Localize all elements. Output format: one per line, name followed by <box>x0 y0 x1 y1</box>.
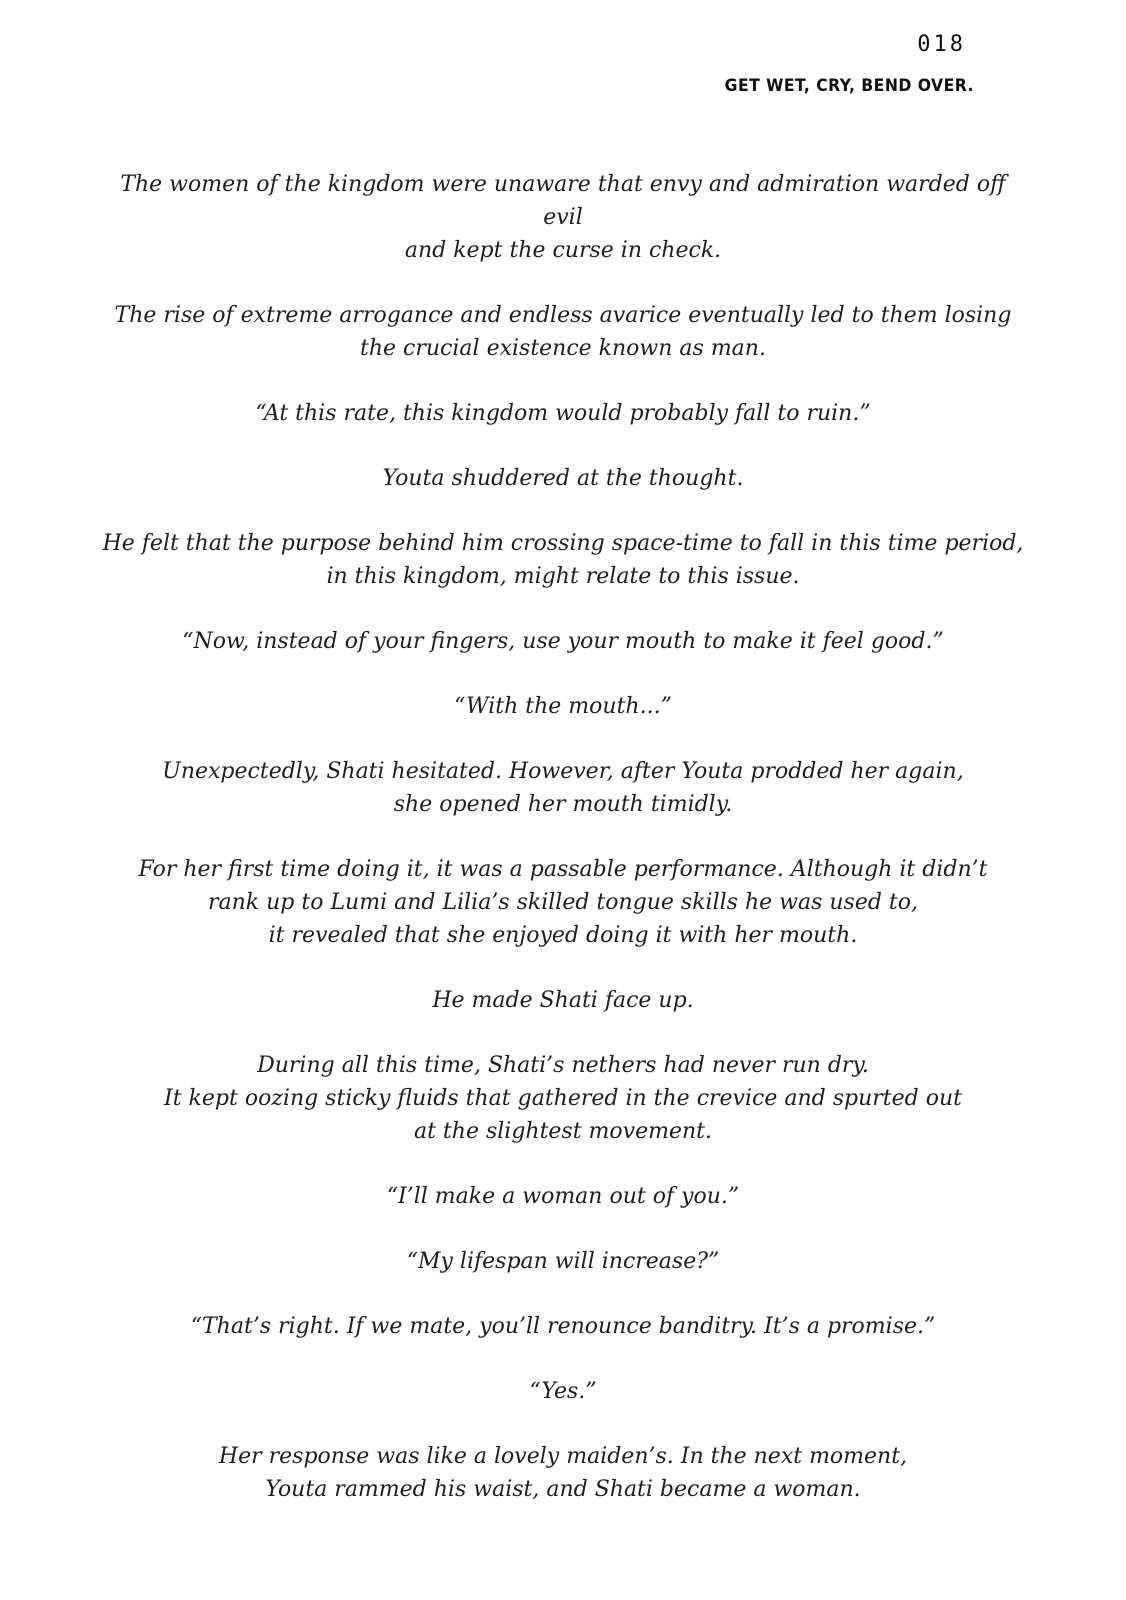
paragraph: “That’s right. If we mate, you’ll renounce banditry. It’s a promise.” <box>190 1314 936 1339</box>
paragraph: He made Shati face up. <box>432 988 694 1013</box>
paragraph: Youta shuddered at the thought. <box>382 466 744 491</box>
paragraph: “Yes.” <box>529 1379 597 1404</box>
paragraph: “I’ll make a woman out of you.” <box>386 1184 740 1209</box>
paragraph: Unexpectedly, Shati hesitated. However, after Youta prodded her again, she opened her mouth timidly. <box>162 759 964 817</box>
paragraph: “My lifespan will increase?” <box>406 1249 720 1274</box>
paragraph: For her first time doing it, it was a passable performance. Although it didn’t rank up to Lumi and Lilia’s skilled tongue skills he was used to, it revealed that she enjoyed doing it with her mouth. <box>138 857 988 948</box>
running-title: GET WET, CRY, BEND OVER. <box>724 76 974 96</box>
paragraph: The rise of extreme arrogance and endless avarice eventually led to them losing the crucial existence known as man. <box>114 303 1012 361</box>
paragraph: “At this rate, this kingdom would probably fall to ruin.” <box>255 401 871 426</box>
paragraph: “With the mouth...” <box>454 694 672 719</box>
paragraph: He felt that the purpose behind him crossing space-time to fall in this time period, in this kingdom, might relate to this issue. <box>102 531 1024 589</box>
page-number: 018 <box>917 32 966 57</box>
paragraph: Her response was like a lovely maiden’s. In the next moment, Youta rammed his waist, and Shati became a woman. <box>218 1444 908 1502</box>
paragraph: During all this time, Shati’s nethers had never run dry. It kept oozing sticky fluids that gathered in the crevice and spurted out at the slightest movement. <box>164 1053 962 1144</box>
paragraph: The women of the kingdom were unaware that envy and admiration warded off evil and kept the curse in check. <box>120 172 1006 263</box>
paragraph: “Now, instead of your fingers, use your mouth to make it feel good.” <box>182 629 944 654</box>
body-text <box>100 168 1026 1538</box>
